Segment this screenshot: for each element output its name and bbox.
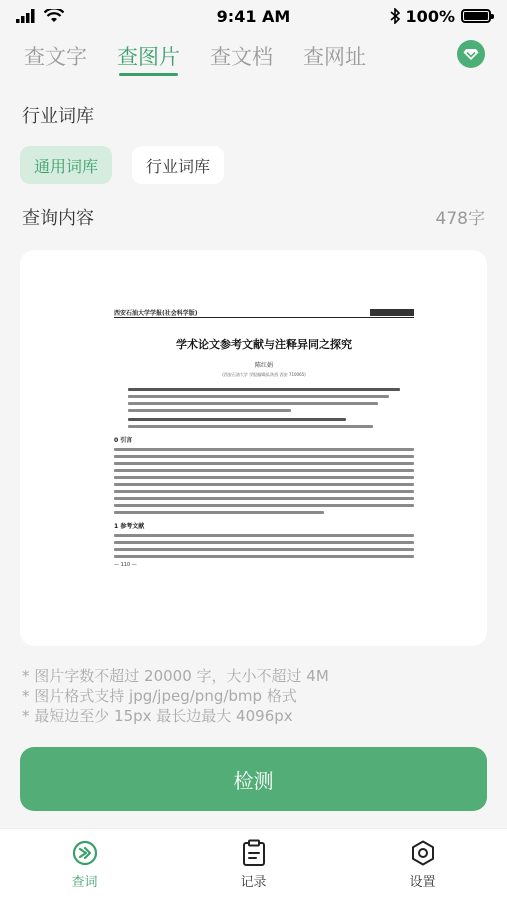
image-preview-card[interactable] [20,250,487,646]
note-dimensions: * 最短边至少 15px 最长边最大 4096px [22,707,293,725]
wifi-icon [44,9,64,23]
doc-title: 学术论文参考文献与注释异同之探究 [176,338,352,351]
detect-button[interactable]: 检测 [20,747,487,811]
doc-header [114,308,414,318]
upload-notes [22,666,329,726]
tab-image[interactable]: 查图片 [117,36,180,76]
bluetooth-icon [390,8,400,24]
doc-author: 陈红娟 [254,362,273,369]
doc-journal: 西安石油大学学报(社会科学版) [114,310,198,317]
settings-hexagon-icon [409,839,437,867]
status-left [16,9,136,23]
status-right [371,7,491,26]
vip-badge[interactable] [457,40,485,68]
library-title: 行业词库 [22,106,94,127]
search-word-icon [71,839,99,867]
nav-settings-label: 设置 [409,875,436,890]
nav-search-word-label: 查词 [71,875,98,890]
doc-section-references: 1 参考文献 [114,523,145,530]
tab-document[interactable]: 查文档 [210,45,273,69]
doc-body-2 [114,534,414,558]
document-image [114,308,414,598]
nav-search-word[interactable] [0,829,169,900]
doc-section-intro: 0 引言 [114,437,133,444]
top-tabs [0,34,507,78]
battery-percent: 100% [405,6,455,26]
bottom-nav [0,828,507,900]
signal-icon [16,9,38,23]
note-size-limit: * 图片字数不超过 20000 字，大小不超过 4M [22,667,329,685]
status-time: 9:41 AM [216,6,291,26]
doc-page-number: — 110 — [114,562,137,568]
doc-abstract [114,378,414,428]
chip-industry-library[interactable]: 行业词库 [132,146,224,184]
status-bar [0,0,507,32]
clipboard-icon [242,839,266,867]
diamond-icon [463,48,479,61]
query-title: 查询内容 [22,208,94,229]
character-count: 478字 [435,209,485,229]
doc-header-bar [370,309,414,316]
tab-url[interactable]: 查网址 [303,45,366,69]
nav-records-label: 记录 [240,875,267,890]
doc-affiliation: (西安石油大学 学报编辑部,陕西 西安 710065) [222,372,306,377]
tab-text[interactable]: 查文字 [24,45,87,69]
nav-settings[interactable] [338,829,507,900]
note-format: * 图片格式支持 jpg/jpeg/png/bmp 格式 [22,687,297,705]
battery-icon [461,9,491,23]
doc-body-1 [114,448,414,514]
nav-records[interactable] [169,829,338,900]
chip-general-library[interactable]: 通用词库 [20,146,112,184]
library-chips [20,146,224,184]
